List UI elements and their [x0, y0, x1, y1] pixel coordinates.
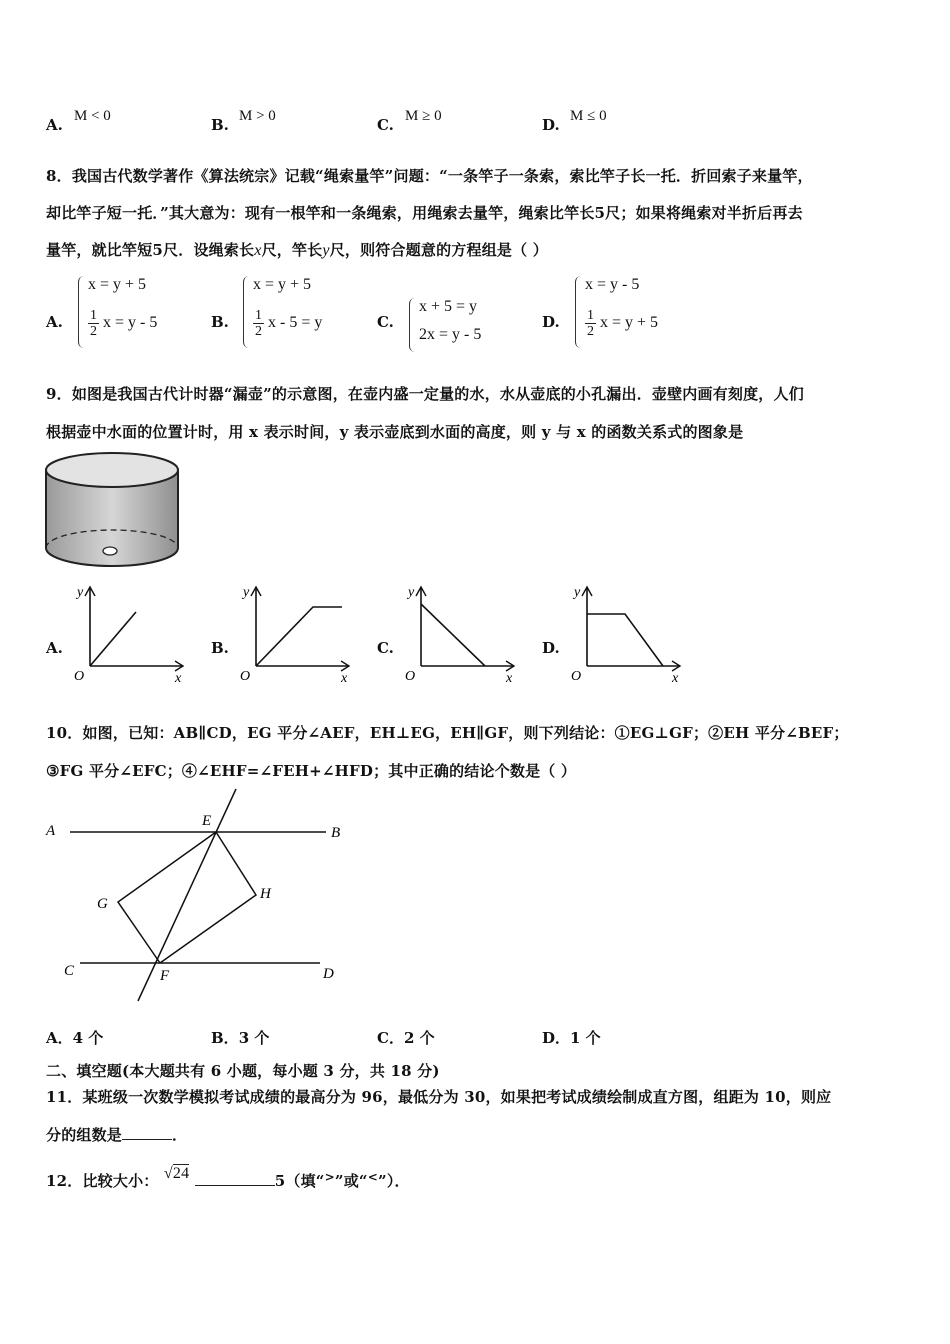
origin-label: O — [74, 669, 85, 684]
sqrt-24: √24 — [163, 1165, 190, 1182]
y-axis-label: y — [243, 585, 250, 600]
q9-line2: 根据壶中水面的位置计时，用 x 表示时间，y 表示壶底到水面的高度，则 y 与 x 的函数关系式的图象是 — [46, 423, 744, 441]
y-axis-label: y — [77, 585, 84, 600]
q11-answer-blank[interactable] — [122, 1139, 172, 1140]
q9-line1: 9．如图是我国古代计时器“漏壶”的示意图，在壶内盛一定量的水，水从壶底的小孔漏出．壶壁内画有刻度，人们 — [46, 385, 804, 403]
q8-option-d-letter: D. — [542, 313, 560, 331]
parallel-lines-figure — [40, 785, 360, 1010]
q7-option-d-letter: D. — [542, 116, 560, 134]
point-label-b: B — [331, 825, 341, 841]
q11-line2: 分的组数是 ． — [46, 1126, 188, 1144]
water-clock-figure — [40, 448, 190, 573]
y-axis-label: y — [574, 585, 581, 600]
q10-line1: 10．如图，已知：AB∥CD，EG 平分∠AEF，EH⊥EG，EH∥GF，则下列结论：①EG⊥GF；②EH 平分∠BEF； — [46, 724, 849, 742]
q9-graph-a — [70, 580, 190, 688]
point-label-d: D — [323, 966, 334, 982]
x-axis-label: x — [175, 671, 182, 686]
q8-option-c-letter: C. — [377, 313, 394, 331]
q10-option-c: C．2 个 — [377, 1029, 435, 1047]
point-label-g: G — [97, 896, 108, 912]
q7-option-b-expr: M > 0 — [239, 108, 276, 124]
q9-option-b-letter: B. — [211, 639, 229, 657]
x-axis-label: x — [506, 671, 513, 686]
q9-graph-b — [236, 580, 356, 688]
q10-option-d: D．1 个 — [542, 1029, 601, 1047]
y-axis-label: y — [408, 585, 415, 600]
origin-label: O — [405, 669, 416, 684]
q10-option-a: A．4 个 — [46, 1029, 104, 1047]
q9-option-d-letter: D. — [542, 639, 560, 657]
q11-line1: 11．某班级一次数学模拟考试成绩的最高分为 96，最低分为 30，如果把考试成绩绘制成直方图，组距为 10，则应 — [46, 1088, 832, 1106]
origin-label: O — [571, 669, 582, 684]
q7-option-b-letter: B. — [211, 116, 229, 134]
q8-line1: 8．我国古代数学著作《算法统宗》记载“绳索量竿”问题：“一条竿子一条索，索比竿子长一托．折回索子来量竿， — [46, 167, 813, 185]
q8-line2: 却比竿子短一托．”其大意为：现有一根竿和一条绳索，用绳索去量竿，绳索比竿长5尺；如果将绳索对半折后再去 — [46, 204, 803, 222]
q8-option-b-letter: B. — [211, 313, 229, 331]
q7-option-c-letter: C. — [377, 116, 394, 134]
q7-option-c-expr: M ≥ 0 — [405, 108, 442, 124]
x-axis-label: x — [672, 671, 679, 686]
q9-option-c-letter: C. — [377, 639, 394, 657]
q10-option-b: B．3 个 — [211, 1029, 270, 1047]
q12-line: 12．比较大小： √24 5（填“>”或“<”）． — [46, 1165, 410, 1190]
q9-graph-d — [567, 580, 687, 688]
point-label-c: C — [64, 963, 75, 979]
q10-line2: ③FG 平分∠EFC；④∠EHF=∠FEH+∠HFD；其中正确的结论个数是（ ） — [46, 762, 577, 780]
point-label-h: H — [260, 886, 271, 902]
q9-option-a-letter: A. — [46, 639, 63, 657]
q8-option-a-letter: A. — [46, 313, 63, 331]
q9-graph-c — [401, 580, 521, 688]
point-label-f: F — [160, 968, 170, 984]
x-axis-label: x — [341, 671, 348, 686]
origin-label: O — [240, 669, 251, 684]
q7-option-d-expr: M ≤ 0 — [570, 108, 607, 124]
q8-line3: 量竿，就比竿短5尺．设绳索长x尺，竿长y尺，则符合题意的方程组是（ ） — [46, 241, 548, 259]
section-heading-fill-in: 二、填空题(本大题共有 6 小题，每小题 3 分，共 18 分) — [46, 1062, 440, 1080]
q7-option-a-letter: A. — [46, 116, 63, 134]
point-label-e: E — [202, 813, 212, 829]
q7-option-a-expr: M < 0 — [74, 108, 111, 124]
point-label-a: A — [46, 823, 56, 839]
q12-answer-blank[interactable] — [195, 1185, 275, 1186]
